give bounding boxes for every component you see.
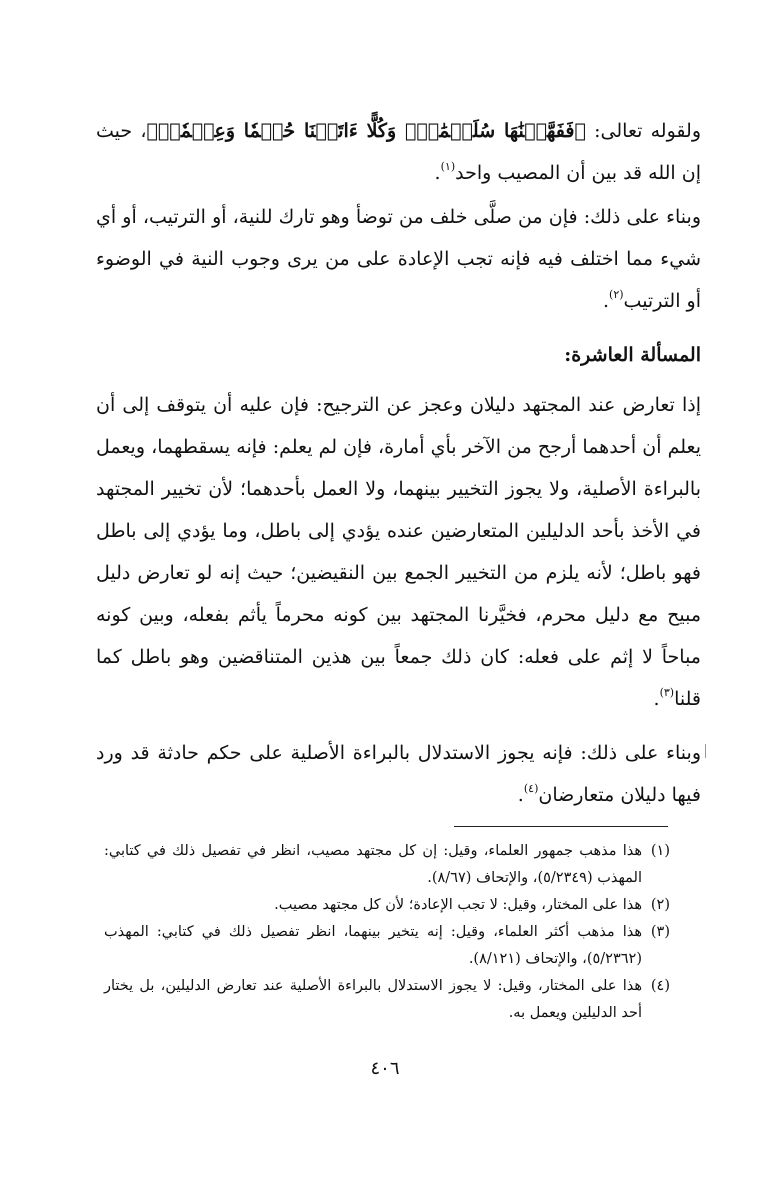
paragraph-4-end: . [517,784,524,806]
footnotes [104,838,670,1027]
footnote-number: (٤) [650,978,670,994]
paragraph-1-intro: ولقوله تعالى: [585,120,701,142]
footnote-text: هذا مذهب جمهور العلماء، وقيل: إن كل مجتهد مصيب، انظر في تفصيل ذلك في كتابي: المهذب (٥/٢٣٤٩)، والإتحاف (٨/٦٧). [104,843,642,886]
paragraph-3-end: . [653,688,660,710]
footnote-ref-2: (٢) [609,288,624,301]
paragraph-4-text: وبناء على ذلك: فإنه يجوز الاستدلال بالبراءة الأصلية على حكم حادثة قد ورد فيها دليلان متعارضان [96,742,701,806]
page-number: ٤٠٦ [370,1058,400,1079]
paragraph-4 [96,732,701,816]
paragraph-1-text: ، حيث إن الله قد بين أن المصيب واحد [96,120,701,184]
quran-verse: ﴿فَفَهَّمۡنَٰهَا سُلَيۡمَٰنَۚ وَكُلًّا ءَاتَيۡنَا حُكۡمٗا وَعِلۡمٗاۚ﴾ [146,120,586,142]
footnote-ref-1: (١) [440,160,456,173]
paragraph-2-text: وبناء على ذلك: فإن من صلَّى خلف من توضأ وهو تارك للنية، أو الترتيب، أو أي شيء مما اختلف فيه فإنه تجب الإعادة على من يرى وجوب النية في الوضوء أو الترتيب [96,206,701,312]
footnote-text: هذا مذهب أكثر العلماء، وقيل: إنه يتخير بينهما، انظر تفصيل ذلك في كتابي: المهذب (٥/٢٣٦٢)، والإتحاف (٨/١٢١). [104,924,642,967]
paragraph-3-text: إذا تعارض عند المجتهد دليلان وعجز عن الترجيح: فإن عليه أن يتوقف إلى أن يعلم أن أحدهما أرجح من الآخر بأي أمارة، فإن لم يعلم: فإنه يسقطهما، ويعمل بالبراءة الأصلية، ولا يجوز التخيير بينهما، ولا العمل بأحدهما؛ لأن تخيير المجتهد في الأخذ بأحد الدليلين المتعارضين عنده يؤدي إلى باطل، وما يؤدي إلى باطل فهو باطل؛ لأنه يلزم من التخيير الجمع بين النقيضين؛ حيث إنه لو تعارض دليل مبيح مع دليل محرم، فخيَّرنا المجتهد بين كونه محرماً يأثم بفعله، وبين كونه مباحاً لا إثم على فعله: كان ذلك جمعاً بين هذين المتناقضين وهو باطل كما قلنا [96,394,701,710]
footnote-number: (٢) [650,897,670,913]
footnote-divider [454,826,668,827]
paragraph-1 [96,110,701,194]
footnote-text: هذا على المختار، وقيل: لا تجب الإعادة؛ لأن كل مجتهد مصيب. [274,897,642,913]
footnote-number: (١) [650,843,670,859]
footnote [104,838,670,892]
margin-mark [705,744,706,758]
footnote [104,919,670,973]
footnote-ref-3: (٣) [659,686,675,699]
paragraph-1-end: . [434,162,441,184]
section-heading: المسألة العاشرة: [564,344,701,366]
footnote [104,892,670,919]
paragraph-2-end: . [602,290,610,312]
footnote [104,973,670,1027]
paragraph-3 [96,384,701,720]
footnote-number: (٣) [650,924,670,940]
paragraph-2 [96,196,701,322]
footnote-ref-4: (٤) [523,782,539,795]
footnote-text: هذا على المختار، وقيل: لا يجوز الاستدلال بالبراءة الأصلية عند تعارض الدليلين، بل يختار أحد الدليلين ويعمل به. [104,978,642,1021]
